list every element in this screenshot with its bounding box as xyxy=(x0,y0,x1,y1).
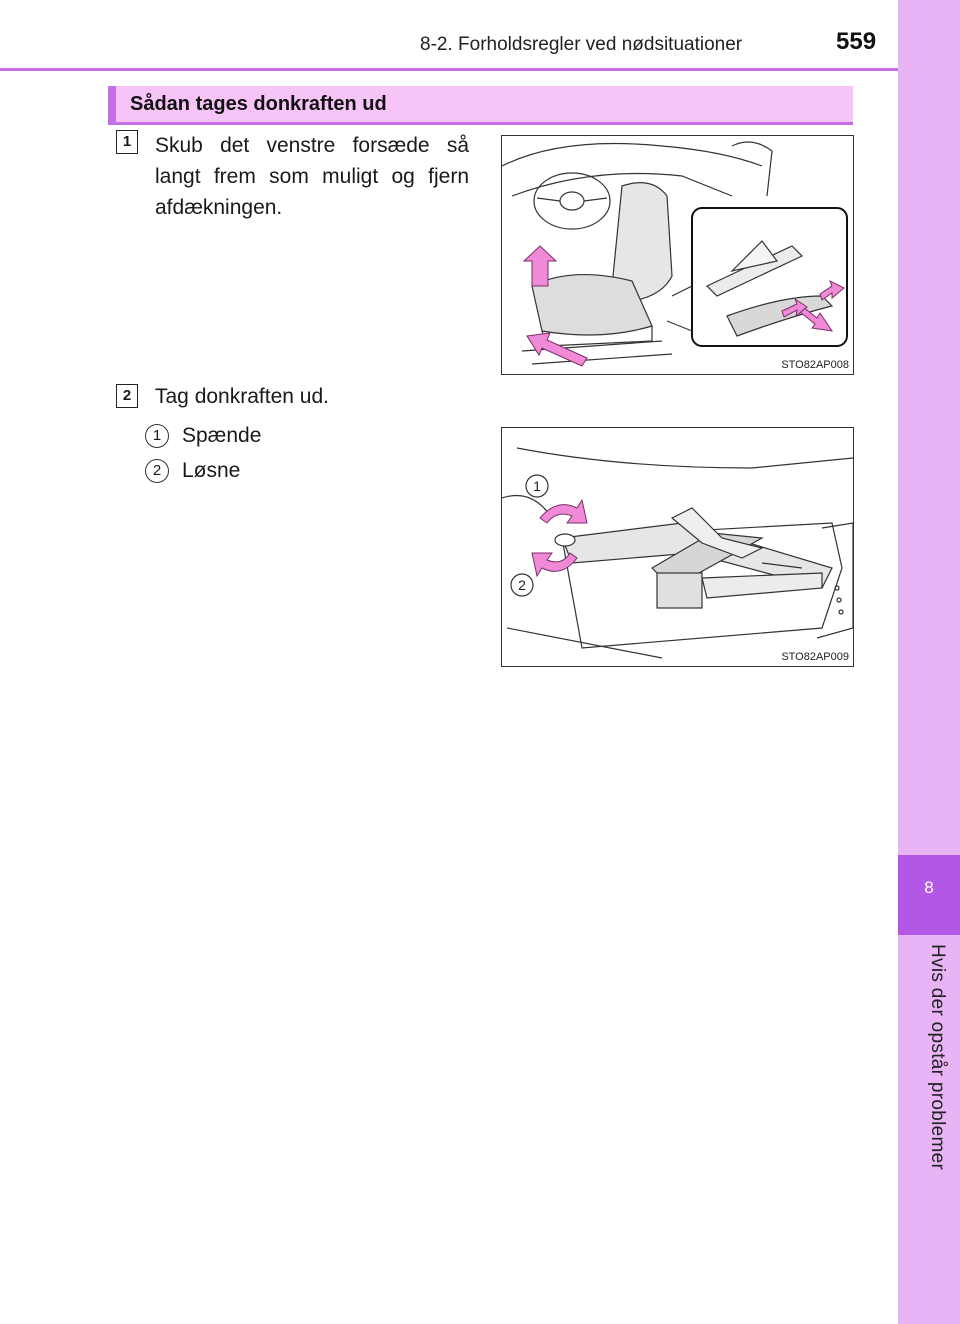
chapter-number: 8 xyxy=(924,878,934,897)
running-header: 8-2. Forholdsregler ved nødsituationer xyxy=(420,34,743,55)
sub-item-label-1: Spænde xyxy=(182,424,262,447)
header-rule xyxy=(0,68,898,71)
sub-item-label-2: Løsne xyxy=(182,459,241,482)
section-title: Sådan tages donkraften ud xyxy=(130,93,387,115)
sub-item-number-2: 2 xyxy=(145,459,169,483)
figure-jack xyxy=(501,427,854,667)
section-rule xyxy=(108,122,853,125)
figure-code: STO82AP008 xyxy=(781,359,849,371)
step-number-1: 1 xyxy=(116,130,138,154)
callout-2: 2 xyxy=(518,577,526,593)
step-1-text: Skub det venstre forsæde så langt frem som muligt og fjern afdækningen. xyxy=(155,134,469,219)
sub-item-number-1: 1 xyxy=(145,424,169,448)
jack-illustration xyxy=(502,428,853,666)
step-number-2: 2 xyxy=(116,384,138,408)
seat-illustration xyxy=(502,136,853,374)
callout-1: 1 xyxy=(533,478,541,494)
page-number: 559 xyxy=(836,28,877,55)
step-2-text: Tag donkraften ud. xyxy=(155,385,329,408)
chapter-label: Hvis der opstår problemer xyxy=(927,944,948,1171)
figure-code: STO82AP009 xyxy=(781,651,849,663)
figure-seat-cover xyxy=(501,135,854,375)
section-title-bar xyxy=(108,86,853,122)
